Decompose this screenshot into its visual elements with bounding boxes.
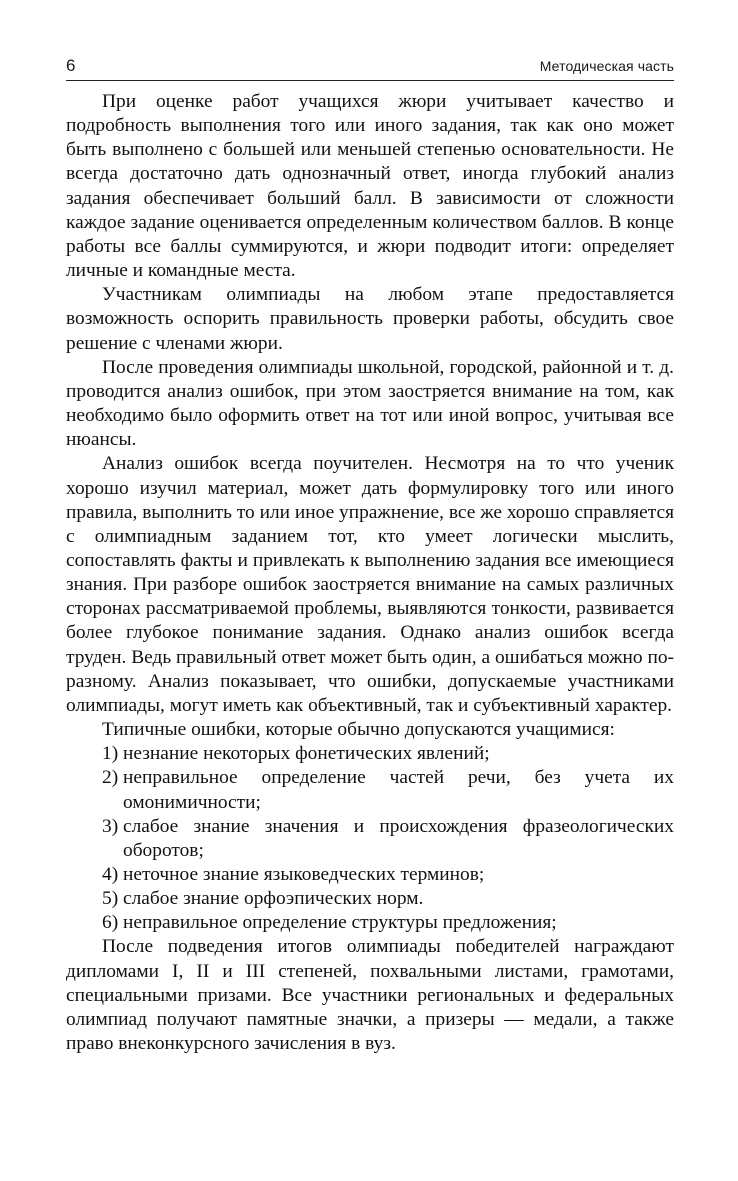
list-item <box>66 766 674 814</box>
paragraph-appeal: Участникам олимпиады на любом этапе предоставляется возможность оспорить правильность проверки работы, обсудить свое решение с членами жюри. <box>66 284 674 354</box>
list-item-text: слабое знание значения и происхождения фразеологических оборотов; <box>123 815 674 861</box>
typical-errors-list <box>66 742 674 935</box>
list-item-text: незнание некоторых фонетических явлений; <box>123 743 490 765</box>
list-item-number: 1) <box>102 743 119 765</box>
list-item-number: 3) <box>102 815 119 837</box>
running-head <box>66 56 674 78</box>
paragraph-analysis-value: Анализ ошибок всегда поучителен. Несмотря на то что ученик хорошо изучил материал, может дать формулировку того или иного правила, выполнить то или иное упражнение, все же хорошо справляется с олимпиадным заданием тот, кто умеет логически мыслить, сопоставлять факты и привлекать к выполнению задания все имеющиеся знания. При разборе ошибок заостряется внимание на самых различных сторонах рассматриваемой проблемы, выявляются тонкости, развивается более глубокое понимание задания. Однако анализ ошибок всегда труден. Ведь правильный ответ может быть один, а ошибаться можно по-разному. Анализ показывает, что ошибки, допускаемые участниками олимпиады, могут иметь как объективный, так и субъективный характер. <box>66 453 674 716</box>
list-item <box>66 887 674 911</box>
paragraph-typical-errors-intro: Типичные ошибки, которые обычно допускаются учащимися: <box>102 719 615 741</box>
paragraph-error-analysis: После проведения олимпиады школьной, городской, районной и т. д. проводится анализ ошибок, при этом заостряется внимание на том, как необходимо было оформить ответ на тот или иной вопрос, учитывая все нюансы. <box>66 356 674 451</box>
list-item <box>66 911 674 935</box>
list-item <box>66 815 674 863</box>
list-item-text: неточное знание языковедческих терминов; <box>123 864 485 885</box>
section-title: Методическая часть <box>539 58 674 74</box>
list-item-text: слабое знание орфоэпических норм. <box>123 888 424 910</box>
list-item-number: 2) <box>102 767 119 789</box>
paragraph-awards: После подведения итогов олимпиады победителей награждают дипломами I, II и III степеней, похвальными листами, грамотами, специальными призами. Все участники региональных и федеральных олимпиад получают памятные значки, а призеры — медали, а также право внеконкурсного зачисления в вуз. <box>66 936 674 1055</box>
list-item <box>66 742 674 766</box>
list-item <box>66 863 674 887</box>
list-item-text: неправильное определение структуры предложения; <box>123 912 557 934</box>
list-item-number: 5) <box>102 888 119 910</box>
list-item-text: неправильное определение частей речи, без учета их омонимичности; <box>123 767 674 813</box>
header-rule <box>66 80 674 81</box>
text-body <box>66 90 674 1056</box>
list-item-number: 4) <box>102 864 119 885</box>
paragraph-scoring: При оценке работ учащихся жюри учитывает качество и подробность выполнения того или иного задания, так как оно может быть выполнено с большей или меньшей степенью основательности. Не всегда достаточно дать однозначный ответ, иногда глубокий анализ задания обеспечивает больший балл. В зависимости от сложности каждое задание оценивается определенным количеством баллов. В конце работы все баллы суммируются, и жюри подводит итоги: определяет личные и командные места. <box>66 91 674 282</box>
page-number: 6 <box>66 56 76 75</box>
list-item-number: 6) <box>102 912 119 934</box>
